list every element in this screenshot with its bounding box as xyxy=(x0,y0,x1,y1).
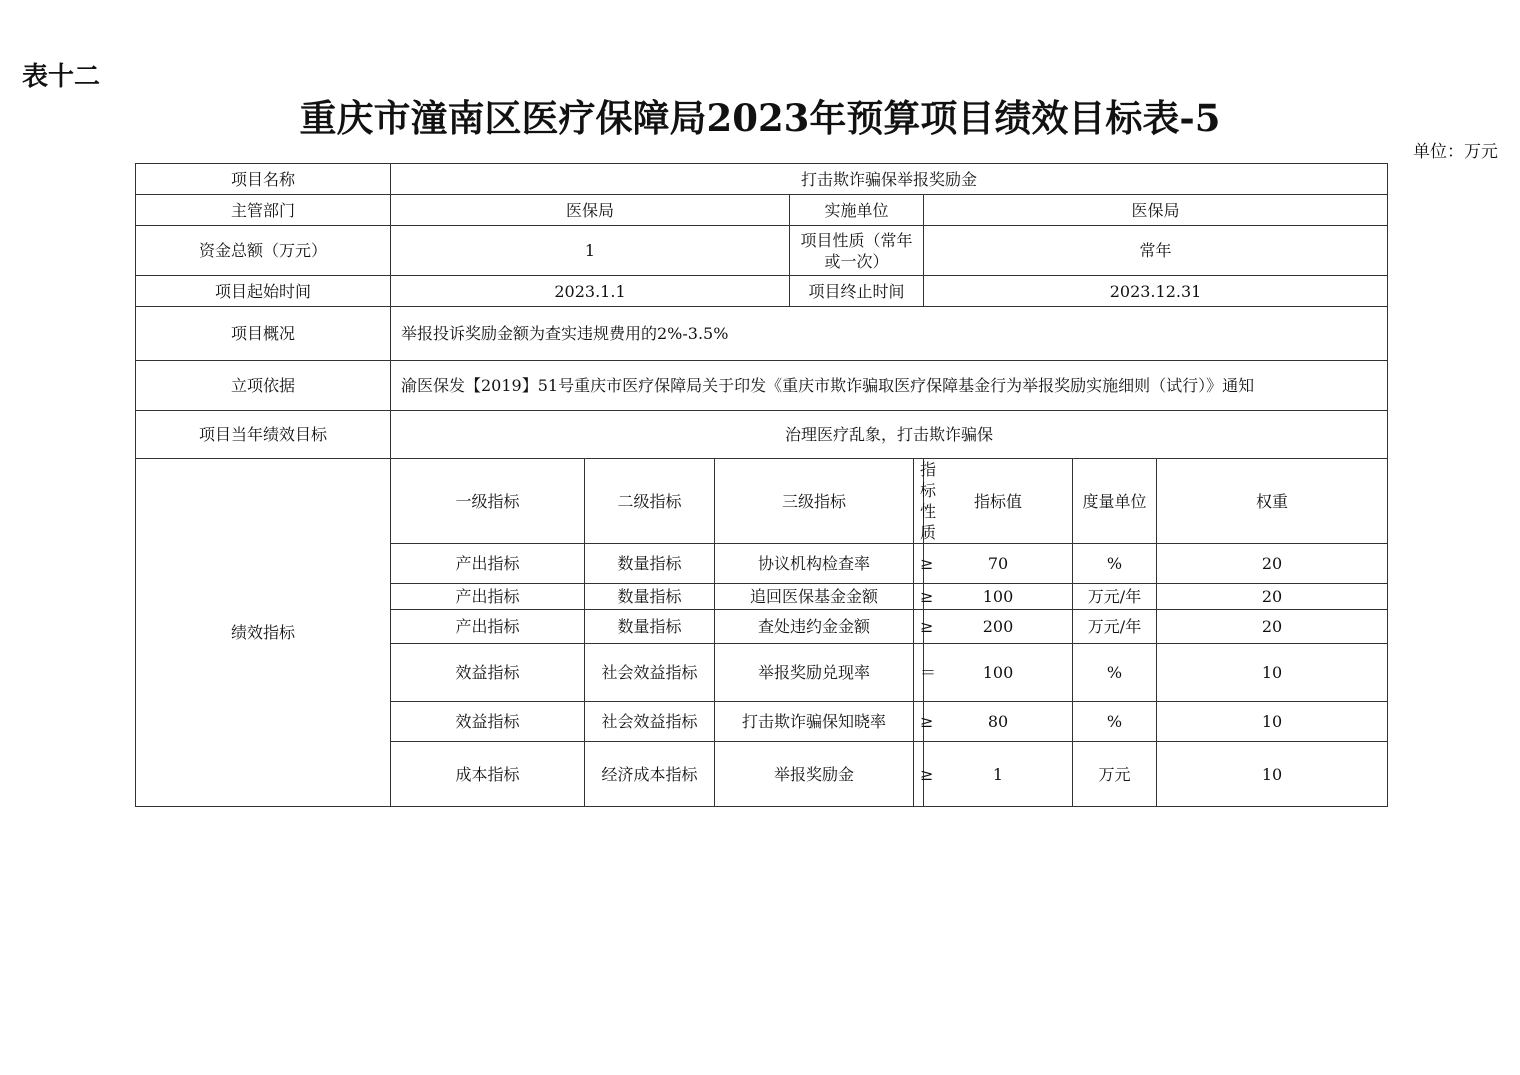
level2-cell: 社会效益指标 xyxy=(585,644,715,702)
nature-cell: ≥ xyxy=(914,610,924,644)
unit-cell: 万元/年 xyxy=(1073,610,1157,644)
impl-label: 实施单位 xyxy=(790,195,924,226)
project-name-value: 打击欺诈骗保举报奖励金 xyxy=(391,164,1388,195)
row-dates xyxy=(136,276,1388,307)
nature-label: 项目性质（常年或一次） xyxy=(790,226,924,276)
unit-cell: % xyxy=(1073,644,1157,702)
project-name-label: 项目名称 xyxy=(136,164,391,195)
value-cell: 70 xyxy=(924,544,1073,584)
value-cell: 100 xyxy=(924,584,1073,610)
level3-cell: 打击欺诈骗保知晓率 xyxy=(715,702,914,742)
level3-cell: 协议机构检查率 xyxy=(715,544,914,584)
row-project-name xyxy=(136,164,1388,195)
level2-cell: 经济成本指标 xyxy=(585,742,715,807)
table-number: 表十二 xyxy=(22,62,101,92)
level3-cell: 举报奖励兑现率 xyxy=(715,644,914,702)
nature-cell: ≥ xyxy=(914,544,924,584)
level1-cell: 产出指标 xyxy=(391,584,585,610)
goal-label: 项目当年绩效目标 xyxy=(136,411,391,459)
level3-cell: 查处违约金金额 xyxy=(715,610,914,644)
header-level3: 三级指标 xyxy=(715,459,914,544)
basis-value: 渝医保发【2019】51号重庆市医疗保障局关于印发《重庆市欺诈骗取医疗保障基金行为举报奖励实施细则（试行）》通知 xyxy=(391,361,1388,411)
value-cell: 200 xyxy=(924,610,1073,644)
weight-cell: 10 xyxy=(1157,702,1388,742)
level1-cell: 效益指标 xyxy=(391,702,585,742)
level2-cell: 社会效益指标 xyxy=(585,702,715,742)
row-dept xyxy=(136,195,1388,226)
unit-cell: % xyxy=(1073,544,1157,584)
dept-value: 医保局 xyxy=(391,195,790,226)
fund-label: 资金总额（万元） xyxy=(136,226,391,276)
end-label: 项目终止时间 xyxy=(790,276,924,307)
indicators-section-label: 绩效指标 xyxy=(136,459,391,807)
weight-cell: 20 xyxy=(1157,610,1388,644)
fund-value: 1 xyxy=(391,226,790,276)
level3-cell: 举报奖励金 xyxy=(715,742,914,807)
overview-label: 项目概况 xyxy=(136,307,391,361)
row-goal xyxy=(136,411,1388,459)
value-cell: 100 xyxy=(924,644,1073,702)
nature-cell: ≥ xyxy=(914,702,924,742)
row-basis xyxy=(136,361,1388,411)
unit-cell: % xyxy=(1073,702,1157,742)
nature-cell: ＝ xyxy=(914,644,924,702)
nature-value: 常年 xyxy=(924,226,1388,276)
weight-cell: 10 xyxy=(1157,742,1388,807)
row-overview xyxy=(136,307,1388,361)
header-level1: 一级指标 xyxy=(391,459,585,544)
nature-cell: ≥ xyxy=(914,584,924,610)
row-fund xyxy=(136,226,1388,276)
level1-cell: 成本指标 xyxy=(391,742,585,807)
indicator-header-row xyxy=(136,459,1388,544)
nature-cell: ≥ xyxy=(914,742,924,807)
start-value: 2023.1.1 xyxy=(391,276,790,307)
performance-table xyxy=(135,163,1388,807)
unit-cell: 万元 xyxy=(1073,742,1157,807)
overview-value: 举报投诉奖励金额为查实违规费用的2%-3.5% xyxy=(391,307,1388,361)
level1-cell: 产出指标 xyxy=(391,610,585,644)
header-weight: 权重 xyxy=(1157,459,1388,544)
document-title: 重庆市潼南区医疗保障局2023年预算项目绩效目标表-5 xyxy=(299,96,1221,140)
level1-cell: 产出指标 xyxy=(391,544,585,584)
weight-cell: 20 xyxy=(1157,544,1388,584)
header-value: 指标值 xyxy=(924,459,1073,544)
header-unit: 度量单位 xyxy=(1073,459,1157,544)
header-level2: 二级指标 xyxy=(585,459,715,544)
start-label: 项目起始时间 xyxy=(136,276,391,307)
end-value: 2023.12.31 xyxy=(924,276,1388,307)
basis-label: 立项依据 xyxy=(136,361,391,411)
level2-cell: 数量指标 xyxy=(585,584,715,610)
value-cell: 1 xyxy=(924,742,1073,807)
level2-cell: 数量指标 xyxy=(585,610,715,644)
weight-cell: 20 xyxy=(1157,584,1388,610)
dept-label: 主管部门 xyxy=(136,195,391,226)
level1-cell: 效益指标 xyxy=(391,644,585,702)
goal-value: 治理医疗乱象，打击欺诈骗保 xyxy=(391,411,1388,459)
weight-cell: 10 xyxy=(1157,644,1388,702)
value-cell: 80 xyxy=(924,702,1073,742)
level2-cell: 数量指标 xyxy=(585,544,715,584)
unit-note: 单位：万元 xyxy=(1413,142,1498,162)
impl-value: 医保局 xyxy=(924,195,1388,226)
header-nature: 指标性质 xyxy=(914,459,924,544)
unit-cell: 万元/年 xyxy=(1073,584,1157,610)
level3-cell: 追回医保基金金额 xyxy=(715,584,914,610)
